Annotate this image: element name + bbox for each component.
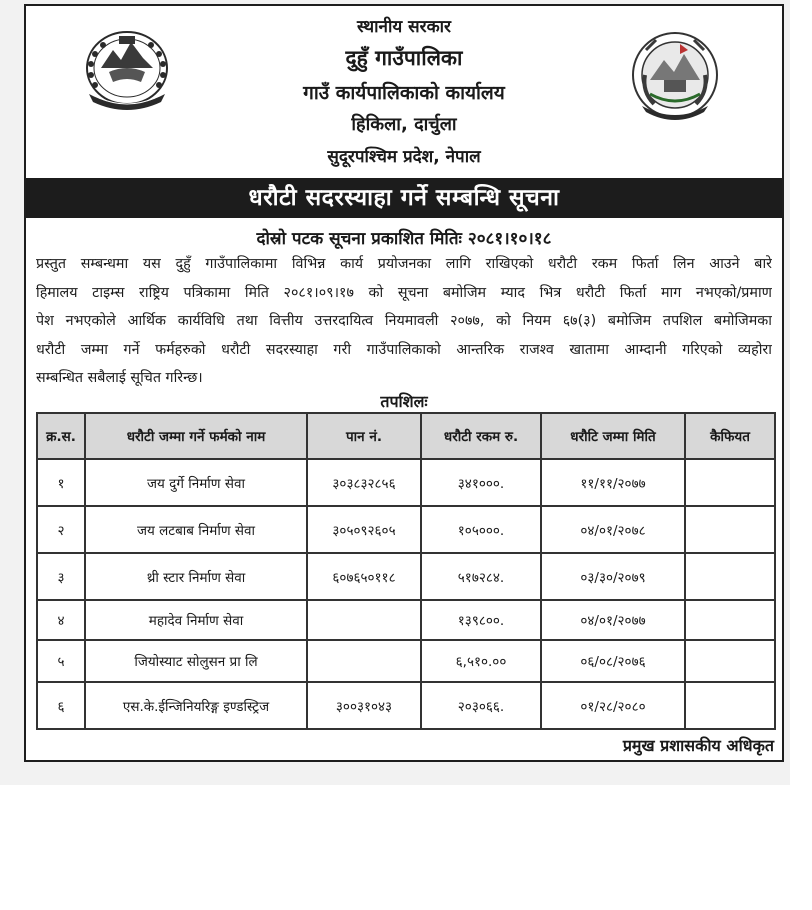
cell-deposit-date: ०४/०१/२०७८ [541,506,685,553]
notice-body-line: हिमालय टाइम्स राष्ट्रिय पत्रिकामा मिति २०८१।०९।१७ को सूचना बमोजिम म्याद भित्र धरौटी फिर्ता माग नभएको/प्रमाण [36,284,772,301]
cell-deposit-date: ०६/०८/२०७६ [541,640,685,682]
cell-firm-name: एस.के.ईन्जिनियरिङ्ग इण्डस्ट्रिज [85,682,307,729]
cell-amount: १३९८००. [421,600,541,640]
notice-body-line: प्रस्तुत सम्बन्धमा यस दुहुँ गाउँपालिकामा विभिन्न कार्य प्रयोजनका लागि राखिएको धरौटी रकम फिर्ता लिन आउने बारे [36,256,772,272]
cell-serial: २ [37,506,85,553]
cell-pan [307,640,421,682]
cell-pan: ३०३८३२८५६ [307,459,421,506]
cell-amount: २०३०६६. [421,682,541,729]
table-row [37,640,775,682]
table-header-row [37,413,775,459]
municipality-logo-icon [630,30,720,120]
cell-pan: ३०५०९२६०५ [307,506,421,553]
notice-body [36,250,772,393]
cell-serial: ४ [37,600,85,640]
column-header-serial: क्र.स. [37,413,85,459]
cell-deposit-date: ०३/३०/२०७९ [541,553,685,600]
cell-remarks [685,600,775,640]
cell-remarks [685,640,775,682]
cell-serial: १ [37,459,85,506]
cell-amount: १०५०००. [421,506,541,553]
cell-amount: ६,५१०.०० [421,640,541,682]
column-header-remarks: कैफियत [685,413,775,459]
letterhead [26,6,782,176]
publication-date-line: दोस्रो पटक सूचना प्रकाशित मितिः २०८१।१०।१८ [256,229,552,249]
column-header-amount: धरौटी रकम रु. [421,413,541,459]
cell-firm-name: थ्री स्टार निर्माण सेवा [85,553,307,600]
cell-serial: ५ [37,640,85,682]
header-province: सुदूरपश्चिम प्रदेश, नेपाल [327,147,481,167]
cell-remarks [685,459,775,506]
signatory-title: प्रमुख प्रशासकीय अधिकृत [622,736,774,755]
notice-body-line: सम्बन्धित सबैलाई सूचित गरिन्छ। [36,370,203,387]
cell-pan [307,600,421,640]
details-heading: तपशिलः [380,392,428,411]
notice-body-line: धरौटी जम्मा गर्ने फर्महरुको धरौटी सदरस्याहा गरी गाउँपालिकाको आन्तरिक राजश्व खातामा आम्दानी गरिएको व्यहोरा [36,341,772,358]
cell-deposit-date: ११/११/२०७७ [541,459,685,506]
cell-remarks [685,682,775,729]
cell-serial: ६ [37,682,85,729]
header-municipality-name: दुहुँ गाउँपालिका [345,46,463,70]
cell-firm-name: जय दुर्गे निर्माण सेवा [85,459,307,506]
cell-pan: ६०७६५०११८ [307,553,421,600]
cell-firm-name: महादेव निर्माण सेवा [85,600,307,640]
table-row [37,506,775,553]
column-header-deposit-date: धरौटि जम्मा मिति [541,413,685,459]
header-address: हिकिला, दार्चुला [351,114,457,135]
cell-deposit-date: ०१/२८/२०८० [541,682,685,729]
table-row [37,600,775,640]
notice-frame [24,4,784,762]
table-row [37,682,775,729]
cell-firm-name: जय लटबाब निर्माण सेवा [85,506,307,553]
cell-remarks [685,506,775,553]
cell-amount: ३४१०००. [421,459,541,506]
notice-body-line: पेश नभएकोले आर्थिक कार्यविधि तथा वित्तीय उत्तरदायित्व नियमावली २०७७, को नियम ६७(३) बमोजिम तपशिल बमोजिमका [36,313,772,330]
deposit-table [36,412,774,730]
cell-remarks [685,553,775,600]
notice-title-banner: धरौटी सदरस्याहा गर्ने सम्बन्धि सूचना [26,178,782,218]
table-row [37,459,775,506]
table-row [37,553,775,600]
header-line-local-government: स्थानीय सरकार [356,17,451,37]
cell-deposit-date: ०४/०१/२०७७ [541,600,685,640]
column-header-firm-name: धरौटी जम्मा गर्ने फर्मको नाम [85,413,307,459]
cell-serial: ३ [37,553,85,600]
cell-firm-name: जियोस्याट सोलुसन प्रा लि [85,640,307,682]
header-office-name: गाउँ कार्यपालिकाको कार्यालय [303,82,505,104]
cell-amount: ५१७२८४. [421,553,541,600]
column-header-pan: पान नं. [307,413,421,459]
cell-pan: ३००३१०४३ [307,682,421,729]
